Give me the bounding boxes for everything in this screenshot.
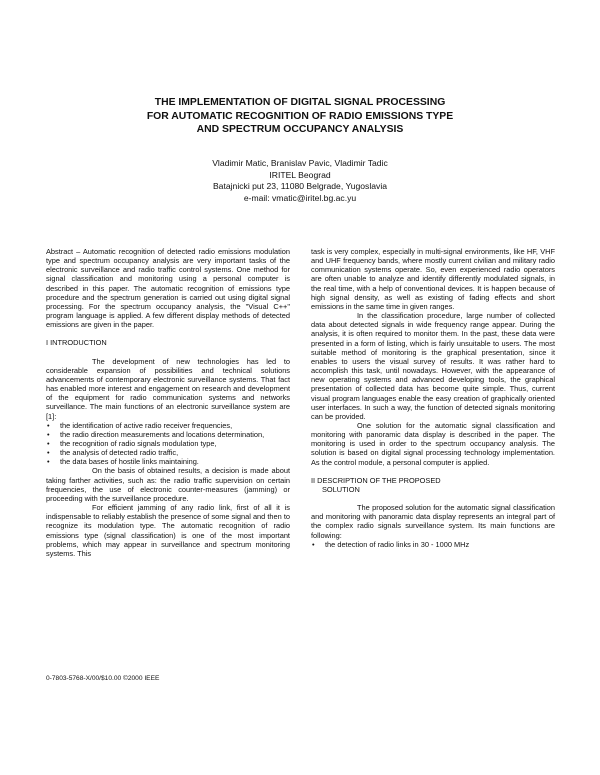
title-line: FOR AUTOMATIC RECOGNITION OF RADIO EMISSIONS TYPE bbox=[146, 110, 454, 122]
left-column bbox=[46, 247, 290, 558]
author-block bbox=[150, 158, 450, 204]
author-address: Batajnicki put 23, 11080 Belgrade, Yugoslavia bbox=[212, 181, 388, 192]
list-item: • the identification of active radio receiver frequencies, bbox=[46, 421, 290, 430]
list-item: • the detection of radio links in 30 - 1000 MHz bbox=[311, 540, 555, 549]
right-column bbox=[311, 247, 555, 549]
paragraph: For efficient jamming of any radio link, first of all it is indispensable to reliably establish the presence of some signal and then to recognize its modulation type. The automatic recognition of radio emissions type (signal classification) is one of the most important problems, which may appear in surveillance and spectrum monitoring systems. This bbox=[46, 503, 290, 558]
section-heading: II DESCRIPTION OF THE PROPOSED bbox=[311, 475, 441, 485]
title-line: THE IMPLEMENTATION OF DIGITAL SIGNAL PROCESSING bbox=[154, 97, 446, 108]
function-list bbox=[46, 421, 290, 467]
list-item: • the analysis of detected radio traffic, bbox=[46, 448, 290, 457]
paragraph: On the basis of obtained results, a decision is made about taking farther activities, such as: the radio traffic supervision on certain frequencies, the use of electronic counter-measures (jamming) or proceeding with the surveillance procedure. bbox=[46, 466, 290, 503]
author-affiliation: IRITEL Beograd bbox=[269, 169, 331, 180]
paragraph: In the classification procedure, large number of collected data about detected signals in wide frequency range appear. During the analysis, it is often required to monitor them. In the past, these data were presented in a form of listing, which is fairly unsuitable to users. The most suitable method of monitoring is the graphical presentation, since it enables to users the visual survey of results. It was rather hard to accomplish this task, until nowadays. However, with the appearance of new operating systems and advanced developing tools, the graphical presentation of collected data has become quite simple. Thus, current visual program languages enable the easy creation of graphically oriented user interfaces. In such a way, the function of detected signals monitoring can be provided. bbox=[311, 311, 555, 421]
paragraph: The proposed solution for the automatic signal classification and monitoring with panoramic data display represents an integral part of the complex radio signals surveillance system. Its main functions are following: bbox=[311, 503, 555, 540]
title-line: AND SPECTRUM OCCUPANCY ANALYSIS bbox=[196, 124, 404, 135]
paper-title bbox=[80, 96, 520, 137]
list-item: • the radio direction measurements and locations determination, bbox=[46, 430, 290, 439]
list-item: • the recognition of radio signals modulation type, bbox=[46, 439, 290, 448]
section-heading-continued: SOLUTION bbox=[322, 484, 360, 494]
abstract: Abstract – Automatic recognition of detected radio emissions modulation type and spectrum occupancy analysis are very important tasks of the electronic surveillance and radio traffic control systems. One method for signal classification and monitoring using a personal computer is described in this paper. The automatic recognition of emissions type procedure and the spectrum generation is carried out using digital signal processing. For the spectrum occupancy analysis, the "Visual C++" program language is applied. A few different display methods of detected emissions are given in the paper. bbox=[46, 247, 290, 330]
author-names: Vladimir Matic, Branislav Pavic, Vladimir Tadic bbox=[212, 158, 388, 168]
function-list bbox=[311, 540, 555, 549]
copyright-footer: 0-7803-5768-X/00/$10.00 ©2000 IEEE bbox=[46, 675, 160, 682]
paragraph: The development of new technologies has led to considerable expansion of possibilities and technical solutions advancements of contemporary electronic surveillance systems. That fact has enabled more interest and engagement on research and development of the equipment for radio communication systems and networks surveillance. The main functions of an electronic surveillance system are [1]: bbox=[46, 356, 290, 421]
section-heading: I INTRODUCTION bbox=[46, 338, 107, 348]
paragraph: task is very complex, especially in multi-signal environments, like HF, VHF and UHF frequency bands, where mostly current civilian and military radio communication systems operate. So, even experienced radio operators are often unable to analyze and identify differently modulated signals, in the real time, with a help of conventional devices. It is happen because of high signal density, as well as existing of fading effects and short emissions in the same time in given ranges. bbox=[311, 247, 555, 311]
author-email: e-mail: vmatic@iritel.bg.ac.yu bbox=[243, 192, 357, 203]
list-item: • the data bases of hostile links maintaining. bbox=[46, 457, 290, 466]
paragraph: One solution for the automatic signal classification and monitoring with panoramic data display is described in the paper. The monitoring is used in order to the spectrum occupancy analysis. The solution is based on digital signal processing technology implementation. As the control module, a personal computer is applied. bbox=[311, 420, 555, 467]
